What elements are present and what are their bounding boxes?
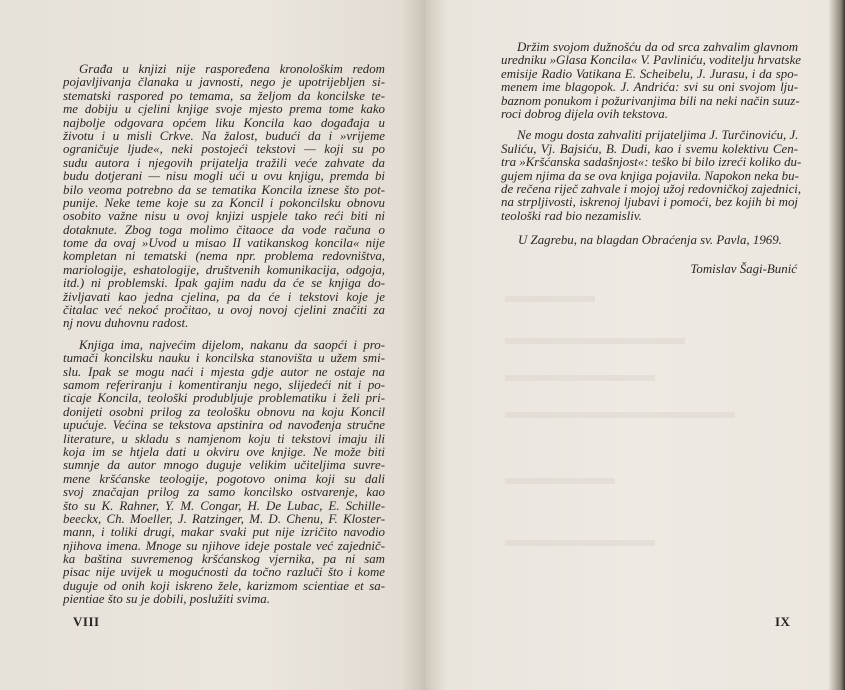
left-page-text (63, 63, 385, 607)
right-page-text (501, 40, 802, 223)
text-line: stematski raspored po temama, sa željom da koncilske te- (63, 88, 385, 103)
text-line: donijeti osobni prilog za teološku obnovu na koju Koncil (63, 404, 385, 419)
text-line: životu i u misli Crkve. Na žalost, budući da i »vrijeme (63, 128, 385, 143)
paragraph (501, 128, 802, 223)
paragraph (501, 40, 802, 121)
text-line: samom referiranju i komentiranju nego, slijedeći nit i po- (63, 377, 385, 392)
page-number-right: IX (775, 614, 791, 629)
text-line: slu. Ipak se mogu naći i mjesta gdje autor ne ostaje na (63, 364, 385, 379)
place-and-date: U Zagrebu, na blagdan Obraćenja sv. Pavla, 1969. (518, 233, 782, 247)
bleed-through-mark (505, 296, 595, 302)
text-line: što su K. Rahner, Y. M. Congar, H. De Lubac, E. Schille- (63, 498, 385, 513)
text-line: Građa u knjizi nije raspoređena kronološkim redom (79, 62, 385, 76)
text-line: nj novu duhovnu radost. (63, 316, 189, 331)
paragraph (63, 339, 385, 607)
text-line: njihova imena. Mnoge su njihove ideje postale već zajednič- (63, 538, 385, 553)
text-line: upućuje. Većina se tekstova apstinira od navođenja stručne (63, 418, 385, 433)
text-line: baznom ponukom i požurivanjima bili na neki način suuz- (501, 93, 800, 108)
author-signature: Tomislav Šagi-Bunić (690, 262, 797, 276)
text-line: pojavljivanja članaka u javnosti, nego je upotrijebljen si- (63, 75, 385, 90)
text-line: sudu autora i njegovih prijatelja tražili veće zahvate da (63, 155, 385, 170)
text-line: Suliću, Vj. Bajsiću, B. Dudi, kao i svemu kolektivu Cen- (501, 141, 798, 156)
text-line: na strpljivosti, iskrenoj ljubavi i pomoći, bez kojih bi moj (501, 195, 798, 210)
text-line: Držim svojom dužnošću da od srca zahvalim glavnom (517, 40, 798, 54)
text-line: duguje od onih koji iskreno žele, karizmom scientiae et sa- (63, 578, 385, 593)
text-line: življavati kao jedna cjelina, pa da će i tekstovi koje je (63, 289, 385, 304)
text-line: me dobiju u cjelini knjige svoje mjesto prema tome kako (63, 102, 385, 117)
bleed-through-mark (505, 412, 735, 418)
text-line: dotaknute. Zbog toga molimo čitaoce da vode računa o (63, 222, 385, 237)
text-line: emisije Radio Vatikana E. Scheibelu, J. Jurasu, i da spo- (501, 66, 798, 81)
text-line: uredniku »Glasa Koncila« V. Pavliniću, voditelju hrvatske (501, 53, 802, 68)
text-line: bilo veoma potrebno da se tematika Koncila iznese što pot- (63, 182, 385, 197)
text-line: Ne mogu dosta zahvaliti prijateljima J. Turčinoviću, J. (517, 128, 799, 143)
text-line: svoj značajan prilog za samo koncilsko ostvarenje, kao (63, 485, 385, 500)
text-line: Knjiga ima, najvećim dijelom, nakanu da saopći i pro- (79, 337, 385, 352)
bleed-through-mark (505, 375, 655, 381)
text-line: teološki rad bio nezamisliv. (501, 208, 642, 223)
text-line: ograničuje ljude«, neki postojeći tekstovi — koji su po (63, 142, 385, 157)
text-line: pisac nije uvijek u mogućnosti da točno razluči što i kome (63, 565, 385, 580)
text-line: osobito važne nisu u ovoj knjizi uspjele tako reći biti ni (63, 209, 385, 224)
text-line: koja im se htjela dati u okviru ove knjige. Ne može biti (63, 444, 385, 459)
text-line: literature, u skladu s namjenom koju ti tekstovi imaju ili (63, 431, 385, 446)
text-line: ticaje Koncila, teološki produbljuje problematiku i želi pri- (63, 391, 385, 406)
text-line: kompletan ni tematski (nema npr. problema redovništva, (63, 249, 385, 264)
bleed-through-mark (505, 540, 655, 546)
text-line: gujem njima da se ova knjiga pojavila. Napokon neka bu- (501, 168, 799, 183)
text-line: mene kršćanske teologije, pogotovo onima koji su dali (63, 471, 385, 486)
bleed-through-mark (505, 338, 685, 344)
text-line: beeckx, Ch. Moeller, J. Ratzinger, M. D. Chenu, F. Kloster- (63, 511, 385, 526)
text-line: punije. Neke teme koje su za Koncil i pokoncilsku obnovu (63, 195, 385, 210)
text-line: sumnje da autor mnogo duguje velikim učiteljima suvre- (63, 458, 385, 473)
text-line: itd.) ni problemski. Ipak gajim nadu da će se knjiga do- (63, 276, 385, 291)
text-line: tome da ovaj »Uvod u misao II vatikanskog koncila« nije (63, 236, 385, 251)
text-line: de rečena riječ zahvale i mojoj užoj redovničkoj zajednici, (501, 181, 802, 196)
paragraph (63, 63, 385, 331)
text-line: budu dotjerani — nisu mogli ući u ovu knjigu, premda bi (63, 169, 385, 184)
text-line: najbolje odgovara općem liku Koncila kao događaja u (63, 115, 385, 130)
text-line: ka baština suvremenog kršćanskog vjernika, pa ni sam (63, 552, 385, 567)
text-line: roci dobrog dijela ovih tekstova. (501, 106, 668, 121)
page-number-left: VIII (73, 614, 100, 629)
text-line: tumači koncilsku nauku i koncilska stanovišta u užem smi- (63, 351, 385, 366)
text-line: mariologije, eshatologije, društvenih komunikacija, odgoja, (63, 262, 385, 277)
bleed-through-mark (505, 478, 615, 484)
text-line: tra »Kršćanska sadašnjost«: teško bi bilo izreći koliko du- (501, 155, 802, 170)
text-line: menem ime blagopok. J. Andrića: svi su oni svojom lju- (501, 80, 798, 95)
text-line: čitalac već nekoć pročitao, u ovoj novoj cjelini značiti za (63, 303, 385, 318)
text-line: mann, i toliki drugi, makar svaki put nije izričito navodio (63, 525, 385, 540)
text-line: pientiae što su je dobili, poslužiti svima. (63, 592, 270, 607)
